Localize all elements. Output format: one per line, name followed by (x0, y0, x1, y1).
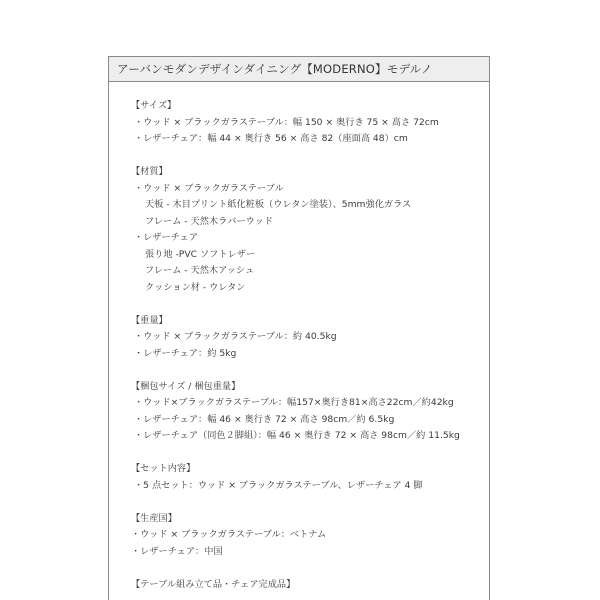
section-heading: 【重量】 (131, 314, 168, 326)
section-origin (131, 511, 489, 561)
spec-sheet (108, 56, 490, 600)
section-heading: 【生産国】 (131, 512, 177, 524)
section-size (131, 98, 489, 148)
section-package (131, 379, 489, 445)
spec-line: ・レザーチェア：中国 (131, 545, 223, 557)
section-weight (131, 313, 489, 363)
spec-line: 天板 - 木目プリント紙化粧板（ウレタン塗装）、5mm強化ガラス (145, 199, 412, 210)
spec-line: ・レザーチェア：幅 46 × 奥行き 72 × 高さ 98cm／約 6.5kg (134, 413, 395, 425)
spec-line: 張り地 -PVC ソフトレザー (145, 248, 256, 260)
section-assembly (131, 577, 489, 594)
spec-line: ・レザーチェア：約 5kg (134, 347, 237, 359)
spec-line: ・ウッド × ブラックガラステーブル：ベトナム (131, 529, 327, 540)
spec-line: ・レザーチェア (134, 232, 199, 243)
section-heading: 【サイズ】 (131, 100, 177, 111)
spec-line: ・ウッド × ブラックガラステーブル (134, 182, 284, 194)
spec-line: フレーム - 天然木ラバーウッド (145, 215, 274, 227)
section-set-contents (131, 461, 489, 494)
spec-line: ・5 点セット：ウッド × ブラックガラステーブル、レザーチェア 4 脚 (134, 479, 423, 491)
spec-content (109, 82, 489, 593)
spec-line: ・レザーチェア：幅 44 × 奥行き 56 × 高さ 82（座面高 48）cm (134, 133, 408, 144)
spec-line: ・ウッド × ブラックガラステーブル：約 40.5kg (134, 331, 337, 342)
section-heading: 【テーブル組み立て品・チェア完成品】 (131, 578, 296, 590)
spec-line: フレーム - 天然木アッシュ (145, 265, 255, 276)
spec-line: ・レザーチェア（同色２脚組）：幅 46 × 奥行き 72 × 高さ 98cm／約 11.5kg (134, 430, 460, 441)
spec-title: アーバンモダンデザインダイニング【MODERNO】モデルノ (109, 57, 489, 82)
section-heading: 【材質】 (131, 166, 168, 177)
section-heading: 【梱包サイズ / 梱包重量】 (131, 380, 241, 392)
spec-line: クッション材 - ウレタン (145, 281, 246, 293)
spec-line: ・ウッド×ブラックガラステーブル：幅157×奥行き81×高さ22cm／約42kg (134, 397, 454, 408)
section-heading: 【セット内容】 (131, 463, 196, 474)
spec-line: ・ウッド × ブラックガラステーブル：幅 150 × 奥行き 75 × 高さ 72cm (134, 116, 439, 128)
section-material (131, 164, 489, 296)
